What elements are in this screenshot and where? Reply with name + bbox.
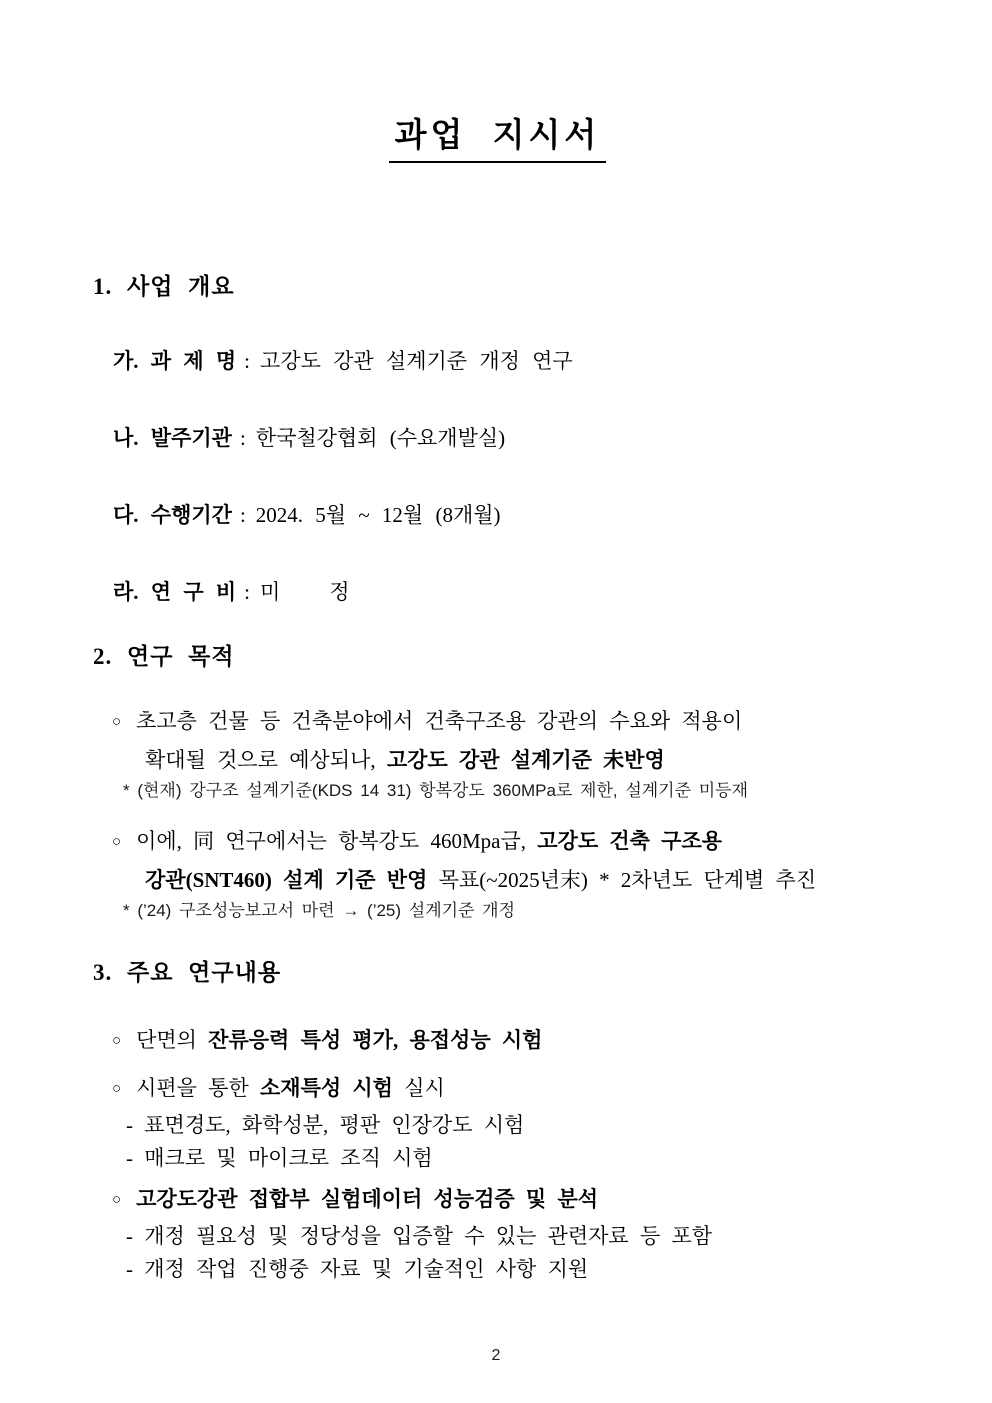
content-bullet-3-text: 고강도강관 접합부 실험데이터 성능검증 및 분석: [136, 1186, 599, 1211]
separator: :: [244, 348, 250, 373]
circle-bullet-icon: ○: [112, 713, 122, 730]
ordering-agency-label: 나. 발주기관: [113, 425, 232, 450]
circle-bullet-icon: ○: [112, 1191, 122, 1208]
content-bullet-2-sub-1: - 표면경도, 화학성분, 평판 인장강도 시험: [126, 1112, 525, 1137]
content-bullet-2: [93, 1070, 902, 1109]
document-title: 과업 지시서: [389, 118, 607, 163]
purpose-bullet-2-text: 이에, 同 연구에서는 항복강도 460Mpa급, 고강도 건축 구조용 강관(SNT460) 설계 기준 반영 목표(~2025년末) * 2차년도 단계별 추진: [136, 828, 817, 892]
purpose-note-1: * (현재) 강구조 설계기준(KDS 14 31) 항복강도 360MPa로 제한, 설계기준 미등재: [123, 780, 749, 800]
project-period-row: [93, 500, 902, 530]
project-name-label: 가. 과 제 명: [113, 348, 237, 373]
separator: :: [244, 579, 250, 604]
separator: :: [239, 425, 246, 450]
research-budget-label: 라. 연 구 비: [113, 579, 237, 604]
ordering-agency-value: 한국철강협회 (수요개발실): [255, 425, 506, 450]
project-period-value: 2024. 5월 ~ 12월 (8개월): [255, 502, 501, 527]
section-1-heading: 1. 사업 개요: [93, 273, 235, 299]
circle-bullet-icon: ○: [112, 833, 122, 850]
project-name-value: 고강도 강관 설계기준 개정 연구: [260, 348, 573, 373]
separator: :: [239, 502, 246, 527]
content-bullet-3-sub-2: - 개정 작업 진행중 자료 및 기술적인 사항 지원: [126, 1256, 589, 1281]
purpose-bullet-1: [93, 703, 902, 778]
ordering-agency-row: [93, 423, 902, 453]
content-bullet-1-text: 단면의 잔류응력 특성 평가, 용접성능 시험: [136, 1027, 543, 1052]
content-bullet-1: [93, 1022, 902, 1061]
content-bullet-3: [93, 1181, 902, 1220]
document-title-wrap: [93, 118, 902, 163]
research-budget-value: 미 정: [260, 579, 350, 604]
purpose-note-2: * (’24) 구조성능보고서 마련 → (’25) 설계기준 개정: [123, 900, 516, 920]
research-budget-row: [93, 577, 902, 607]
project-name-row: [93, 346, 902, 376]
content-bullet-2-sub-2: - 매크로 및 마이크로 조직 시험: [126, 1145, 433, 1170]
content-bullet-2-text: 시편을 통한 소재특성 시험 실시: [136, 1075, 445, 1100]
purpose-bullet-2: [93, 823, 902, 898]
section-3-heading: 3. 주요 연구내용: [93, 959, 282, 985]
circle-bullet-icon: ○: [112, 1032, 122, 1049]
section-2-heading: 2. 연구 목적: [93, 643, 235, 669]
circle-bullet-icon: ○: [112, 1080, 122, 1097]
project-period-label: 다. 수행기간: [113, 502, 232, 527]
purpose-bullet-1-text: 초고층 건물 등 건축분야에서 건축구조용 강관의 수요와 적용이 확대될 것으로 예상되나, 고강도 강관 설계기준 未반영: [136, 708, 743, 772]
content-bullet-3-sub-1: - 개정 필요성 및 정당성을 입증할 수 있는 관련자료 등 포함: [126, 1223, 713, 1248]
page-number: 2: [491, 1347, 501, 1364]
